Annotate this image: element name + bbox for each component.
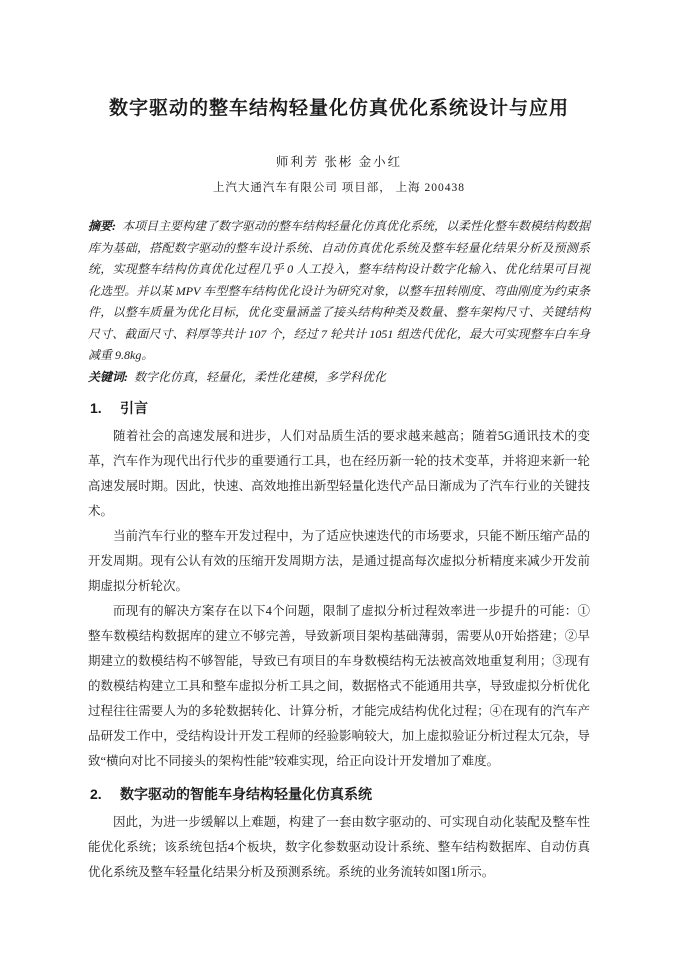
section-1-paragraph: 而现有的解决方案存在以下4个问题，限制了虚拟分析过程效率进一步提升的可能：①整车数模结构数据库的建立不够完善，导致新项目架构基础薄弱，需要从0开始搭建；②早期建立的数模结构不够智能，导致已有项目的车身数模结构无法被高效地重复利用；③现有的数模结构建立工具和整车虚拟分析工具之间，数据格式不能通用共享，导致虚拟分析优化过程往往需要人为的多轮数据转化、计算分析，才能完成结构优化过程；④在现有的汽车产品研发工作中，受结构设计开发工程师的经验影响较大，加上虚拟验证分析过程太冗杂，导致“横向对比不同接头的架构性能”较难实现，给正向设计开发增加了难度。 bbox=[88, 604, 590, 768]
keywords-label: 关键词: bbox=[88, 369, 128, 384]
section-1-number: 1. bbox=[90, 400, 102, 416]
keywords-text: 数字化仿真，轻量化，柔性化建模，多学科优化 bbox=[134, 369, 387, 384]
abstract-text: 本项目主要构建了数字驱动的整车结构轻量化仿真优化系统，以柔性化整车数模结构数据库为基础，搭配数字驱动的整车设计系统、自动仿真优化系统及整车轻量化结果分析及预测系统，实现整车结构仿真优化过程几乎 0 人工投入，整车结构设计数字化输入、优化结果可目视化选型。并以某 MPV 车型整车结构优化设计为研究对象，以整车扭转刚度、弯曲刚度为约束条件，以整车质量为优化目标，优化变量涵盖了接头结构种类及数量、整车架构尺寸、关键结构尺寸、截面尺寸、料厚等共计 107 个，经过 7 轮共计 1051 组迭代优化，最大可实现整车白车身减重 9.8kg。 bbox=[88, 219, 591, 362]
section-1-heading bbox=[88, 397, 590, 419]
section-2-title: 数字驱动的智能车身结构轻量化仿真系统 bbox=[120, 786, 372, 802]
abstract-label: 摘要: bbox=[88, 219, 116, 233]
section-system bbox=[88, 783, 590, 885]
abstract-paragraph bbox=[88, 216, 590, 367]
section-1-title: 引言 bbox=[120, 400, 148, 416]
section-1-paragraph: 随着社会的高速发展和进步，人们对品质生活的要求越来越高；随着5G通讯技术的变革，汽车作为现代出行代步的重要通行工具，也在经历新一轮的技术变革，并将迎来新一轮高速发展时期。因此，快速、高效地推出新型轻量化迭代产品日渐成为了汽车行业的关键技术。 bbox=[88, 429, 590, 518]
affiliation-line: 上汽大通汽车有限公司 项目部， 上海 200438 bbox=[212, 182, 466, 194]
section-2-paragraph: 因此，为进一步缓解以上难题，构建了一套由数字驱动的、可实现自动化装配及整车性能优化系统；该系统包括4个板块，数字化参数驱动设计系统、整车结构数据库、自动仿真优化系统及整车轻量化结果分析及预测系统。系统的业务流转如图1所示。 bbox=[88, 815, 590, 879]
section-2-heading bbox=[88, 783, 590, 805]
keywords-paragraph bbox=[88, 367, 590, 389]
paper-title: 数字驱动的整车结构轻量化仿真优化系统设计与应用 bbox=[108, 98, 569, 119]
section-1-paragraph: 当前汽车行业的整车开发过程中，为了适应快速迭代的市场要求，只能不断压缩产品的开发周期。现有公认有效的压缩开发周期方法，是通过提高每次虚拟分析精度来减少开发前期虚拟分析轮次。 bbox=[88, 529, 590, 593]
section-2-number: 2. bbox=[90, 786, 102, 802]
authors-line: 师利芳 张彬 金小红 bbox=[275, 155, 403, 169]
section-introduction bbox=[88, 397, 590, 774]
